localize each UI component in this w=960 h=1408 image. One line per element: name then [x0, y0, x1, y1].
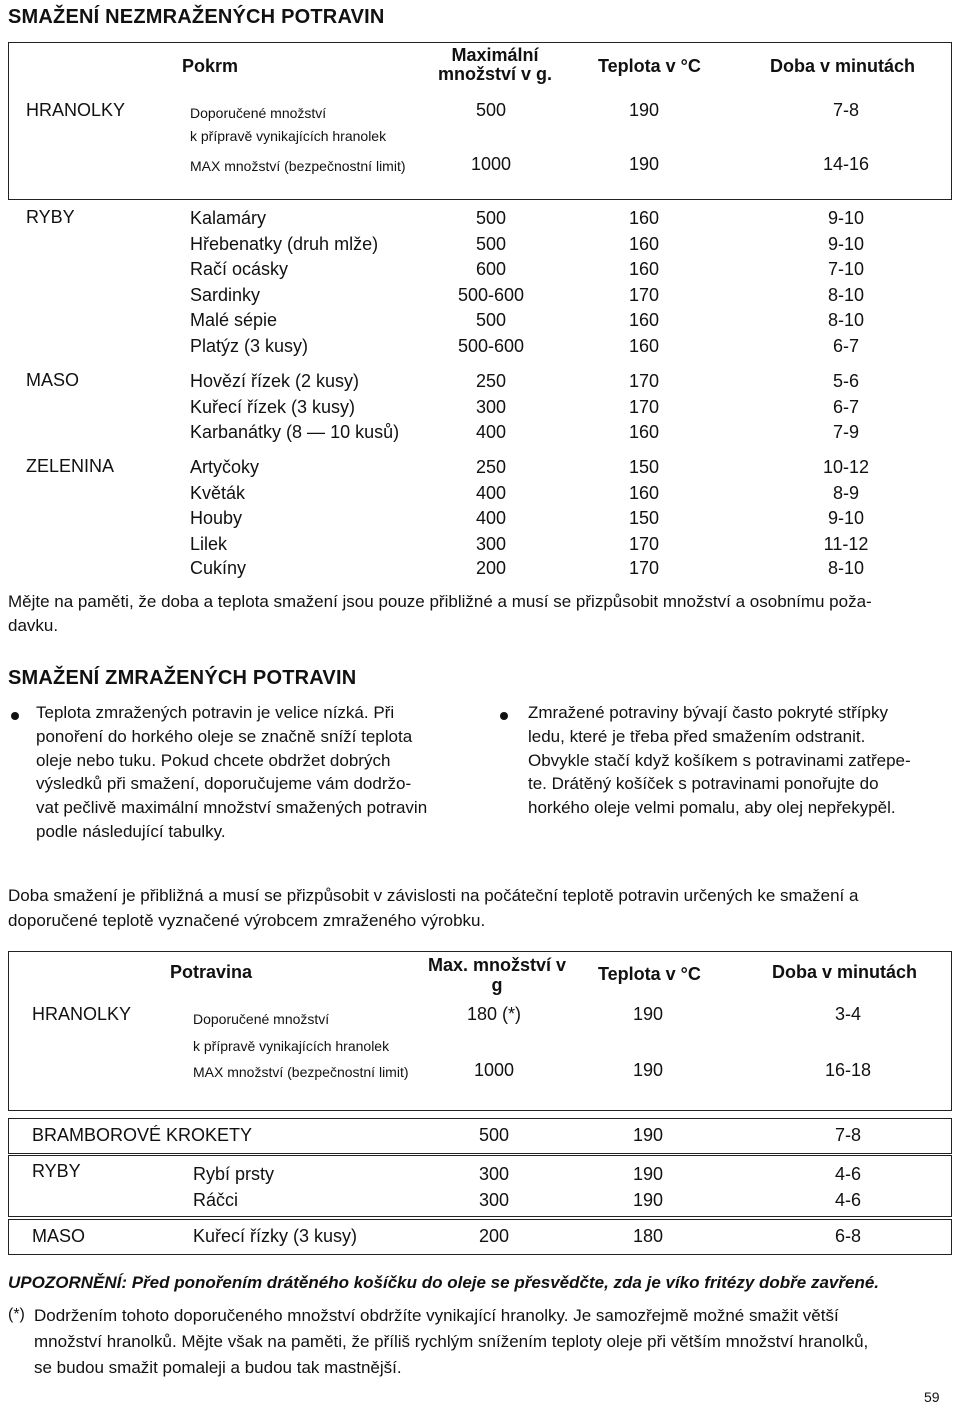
- category-krokety: BRAMBOROVÉ KROKETY: [32, 1125, 253, 1145]
- hranolky-max-time: 16-18: [824, 1060, 872, 1080]
- hranolky-rec-temp: 190: [632, 1004, 664, 1024]
- list-item: Houby: [190, 508, 243, 528]
- krokety-qty: 500: [478, 1125, 510, 1145]
- zelenina-qty: 250 400 400 300 200: [475, 457, 507, 578]
- list-item: Sardinky: [190, 284, 261, 305]
- list-item: Cukíny: [190, 558, 247, 578]
- list-item: Karbanátky (8 — 10 kusů): [190, 422, 400, 442]
- list-item: Květák: [190, 482, 246, 503]
- maso-temp: 170 170 160: [628, 371, 660, 442]
- category-ryby: RYBY: [26, 207, 75, 227]
- bullet-dot: [11, 712, 19, 720]
- krokety-temp: 190: [632, 1125, 664, 1145]
- list-item: Artyčoky: [190, 457, 260, 477]
- hranolky-rec-qty: 180 (*): [466, 1004, 522, 1024]
- ryby-time: 4-6 4-6: [834, 1164, 861, 1210]
- maso-name: Kuřecí řízky (3 kusy): [193, 1226, 358, 1246]
- footnote-marker: (*): [8, 1306, 25, 1323]
- ryby-time: 9-10 9-10 7-10 8-10 8-10 6-7: [827, 208, 865, 356]
- frozen-intro: Doba smažení je přibližná a musí se přizpůsobit v závislosti na počáteční teplotě potravin určených ke smažení a doporučené teplotě vyznačené výrobcem zmraženého výrobku.: [8, 886, 859, 930]
- maso-time: 6-8: [834, 1226, 861, 1246]
- hranolky-rec-temp: 190: [628, 100, 660, 120]
- zelenina-time: 10-12 8-9 9-10 11-12 8-10: [822, 457, 870, 578]
- col-header-time: Doba v minutách: [772, 962, 918, 982]
- bullet-text-left: Teplota zmražených potravin je velice nízká. Při ponoření do horkého oleje se značně sníží teplota oleje nebo tuku. Pokud chcete obdržet dobrých výsledků při smažení, doporučujeme vám dodržo- vat pečlivě maximální množství smažených potravin podle následující tabulky.: [36, 703, 428, 841]
- list-item: Hovězí řízek (2 kusy): [190, 371, 360, 391]
- category-hranolky: HRANOLKY: [32, 1004, 132, 1024]
- hranolky-recommended-label: Doporučené množství k přípravě vynikajících hranolek: [190, 105, 387, 144]
- ryby-temp: 160 160 160 170 160 160: [628, 208, 660, 356]
- zelenina-temp: 150 160 150 170 170: [628, 457, 660, 578]
- hranolky-recommended-label: Doporučené množství k přípravě vynikajících hranolek: [193, 1011, 390, 1054]
- footnote-text: Dodržením tohoto doporučeného množství obdržíte vynikající hranolky. Je samozřejmě možné smažit větší množství hranolků. Mějte však na paměti, že příliš rychlým snížením teploty oleje při větším množství hranolků, se budou smažit pomaleji a budou tak mastnější.: [34, 1306, 869, 1377]
- ryby-qty: 500 500 600 500-600 500 500-600: [457, 208, 525, 356]
- hranolky-rec-time: 3-4: [834, 1004, 861, 1024]
- page-number: 59: [924, 1389, 940, 1405]
- hranolky-max-time: 14-16: [822, 154, 870, 174]
- list-item: Platýz (3 kusy): [190, 335, 309, 356]
- category-maso: MASO: [26, 370, 80, 390]
- hranolky-max-label: MAX množství (bezpečnostní limit): [190, 158, 406, 174]
- bullet-text-right: Zmražené potraviny bývají často pokryté střípky ledu, které je třeba před smažením odstranit. Obvykle stačí když košíkem s potravinami zatřepe- te. Drátěný košíček s potravinami ponořujte do horkého oleje velmi pomalu, aby olej nepřekypěl.: [528, 703, 911, 818]
- list-item: Hřebenatky (druh mlže): [190, 233, 379, 254]
- list-item: Račí ocásky: [190, 259, 289, 279]
- hranolky-rec-time: 7-8: [832, 100, 859, 120]
- ryby-names: [193, 1161, 274, 1213]
- zelenina-names: [190, 455, 259, 579]
- col-header-temp: Teplota v °C: [598, 964, 701, 984]
- hranolky-max-qty: 1000: [470, 154, 512, 174]
- bullet-dot: [500, 712, 508, 720]
- warning-text: UPOZORNĚNÍ: Před ponořením drátěného košíčku do oleje se přesvědčte, zda je víko fritézy dobře zavřené.: [8, 1273, 880, 1292]
- section-title-frozen: SMAŽENÍ ZMRAŽENÝCH POTRAVIN: [8, 667, 357, 689]
- list-item: Lilek: [190, 533, 228, 554]
- hranolky-max-temp: 190: [632, 1060, 664, 1080]
- list-item: Kuřecí řízek (3 kusy): [190, 396, 356, 417]
- hranolky-max-label: MAX množství (bezpečnostní limit): [193, 1064, 409, 1080]
- col-header-time: Doba v minutách: [770, 56, 916, 76]
- maso-time: 5-6 6-7 7-9: [832, 371, 859, 442]
- page-title: SMAŽENÍ NEZMRAŽENÝCH POTRAVIN: [8, 6, 385, 28]
- category-hranolky: HRANOLKY: [26, 100, 126, 120]
- ryby-qty: 300 300: [478, 1164, 510, 1210]
- maso-temp: 180: [632, 1226, 664, 1246]
- col-header-max-qty: Max. množství v g: [427, 955, 567, 995]
- ryby-names: [190, 206, 378, 359]
- col-header-max-qty: Maximální množství v g.: [437, 45, 553, 84]
- col-header-food: Pokrm: [182, 56, 239, 76]
- hranolky-max-temp: 190: [628, 154, 660, 174]
- col-header-temp: Teplota v °C: [598, 56, 701, 76]
- category-ryby: RYBY: [32, 1161, 81, 1181]
- list-item: Malé sépie: [190, 310, 278, 330]
- category-zelenina: ZELENINA: [26, 456, 115, 476]
- maso-names: [190, 369, 399, 446]
- category-maso: MASO: [32, 1226, 86, 1246]
- list-item: Ráčci: [193, 1190, 239, 1210]
- hranolky-rec-qty: 500: [475, 100, 507, 120]
- ryby-temp: 190 190: [632, 1164, 664, 1210]
- maso-qty: 250 300 400: [475, 371, 507, 442]
- krokety-time: 7-8: [834, 1125, 861, 1145]
- col-header-food: Potravina: [170, 962, 253, 982]
- fresh-note: Mějte na paměti, že doba a teplota smažení jsou pouze přibližné a musí se přizpůsobit množství a osobnímu poža- davku.: [8, 592, 872, 635]
- list-item: Kalamáry: [190, 208, 267, 228]
- hranolky-max-qty: 1000: [473, 1060, 515, 1080]
- list-item: Rybí prsty: [193, 1164, 275, 1184]
- maso-qty: 200: [478, 1226, 510, 1246]
